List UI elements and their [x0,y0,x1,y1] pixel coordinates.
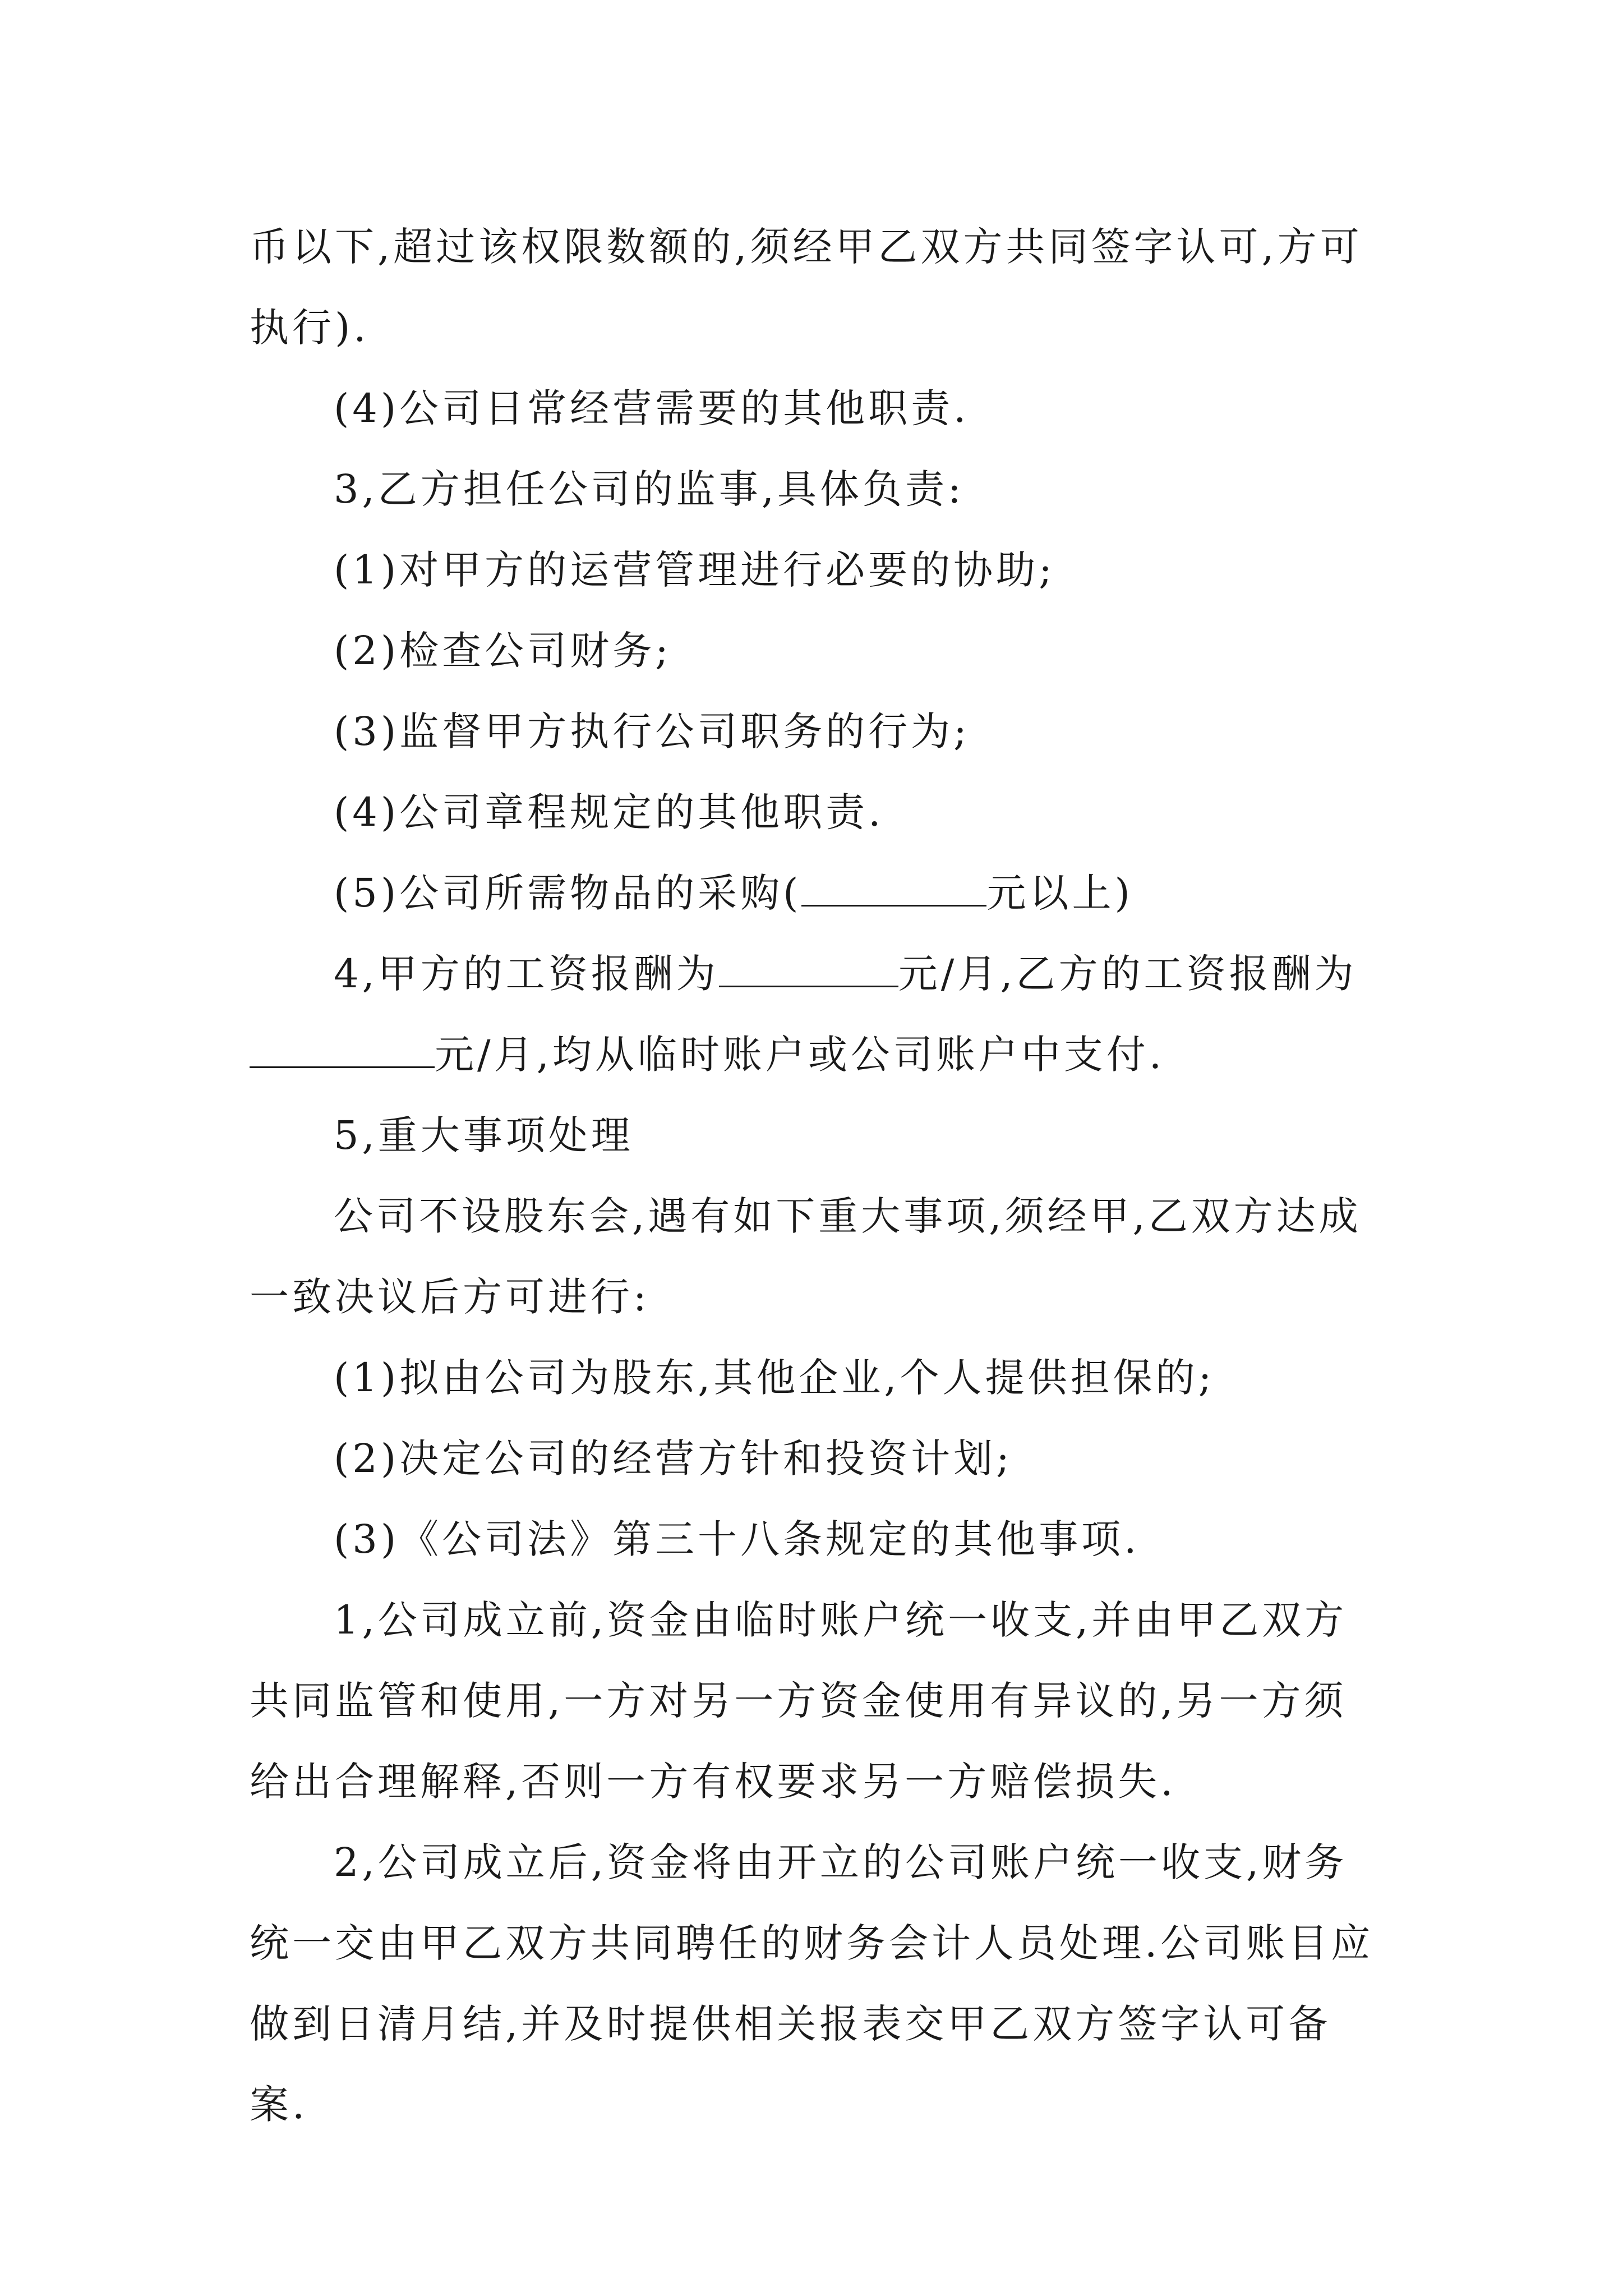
paragraph-supervisor-item-4: (4)公司章程规定的其他职责. [334,789,884,835]
salary-party-b-text: 元/月,乙方的工资报酬为 [898,951,1357,997]
paragraph-continuation: 币以下,超过该权限数额的,须经甲乙双方共同签字认可,方可执行). [250,224,1363,351]
paragraph-supervisor-item-5 [250,853,1388,933]
salary-party-b-blank [250,1027,435,1068]
paragraph-major-matters-intro: 公司不设股东会,遇有如下重大事项,须经甲,乙双方达成一致决议后方可进行: [250,1193,1362,1320]
paragraph-supervisor-item-3: (3)监督甲方执行公司职务的行为; [334,708,970,754]
salary-payment-text: 元/月,均从临时账户或公司账户中支付. [435,1032,1165,1078]
purchase-unit-text: 元以上) [986,870,1133,916]
paragraph-major-matters-item-3: (3)《公司法》第三十八条规定的其他事项. [334,1516,1140,1562]
paragraph-funds-before: 1,公司成立前,资金由临时账户统一收支,并由甲乙双方共同监管和使用,一方对另一方资金使用有异议的,另一方须给出合理解释,否则一方有权要求另一方赔偿损失. [250,1597,1348,1805]
paragraph-major-matters-item-1: (1)拟由公司为股东,其他企业,个人提供担保的; [334,1355,1215,1401]
paragraph-salary [250,933,1388,1095]
paragraph-major-matters-item-2: (2)决定公司的经营方针和投资计划; [334,1435,1013,1481]
paragraph-duty-4: (4)公司日常经营需要的其他职责. [334,385,970,431]
salary-party-a-blank [719,946,898,987]
paragraph-supervisor: 3,乙方担任公司的监事,具体负责: [334,466,965,512]
salary-party-a-text: 4,甲方的工资报酬为 [334,951,719,997]
purchase-text: (5)公司所需物品的采购( [334,870,802,916]
purchase-amount-blank [801,866,986,907]
paragraph-supervisor-item-1: (1)对甲方的运营管理进行必要的协助; [334,547,1055,593]
paragraph-supervisor-item-2: (2)检查公司财务; [334,628,672,674]
paragraph-major-matters-heading: 5,重大事项处理 [334,1112,634,1158]
paragraph-funds-after: 2,公司成立后,资金将由开立的公司账户统一收支,财务统一交由甲乙双方共同聘任的财务会计人员处理.公司账目应做到日清月结,并及时提供相关报表交甲乙双方签字认可备案. [250,1839,1374,2128]
document-body [250,206,1388,2145]
